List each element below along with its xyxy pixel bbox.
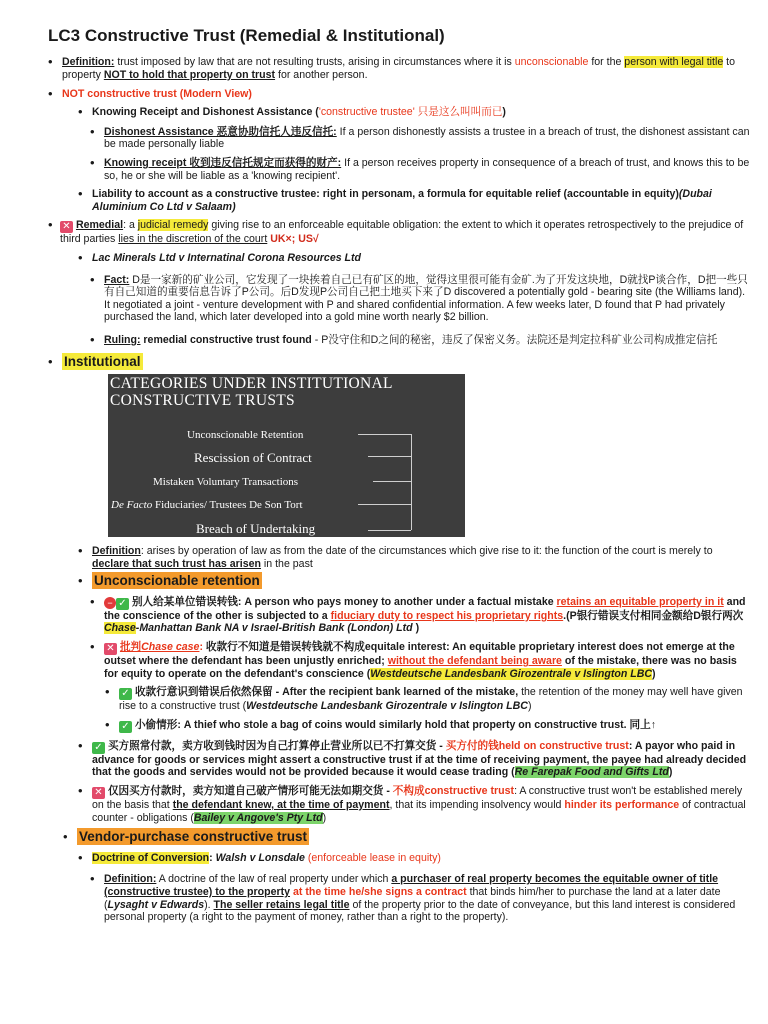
text: the retention of the money may well have given rise to a constructive trust ( [119, 686, 743, 713]
kr-label: Knowing receipt 收到违反信托规定而获得的财产: [104, 156, 342, 169]
connector-line [358, 504, 411, 505]
case-highlight: Chase [104, 622, 136, 635]
highlight-unconscionable: unconscionable [514, 56, 589, 69]
knowing-receipt-sub-item [48, 157, 750, 182]
highlight: 不构成constructive trust [392, 785, 515, 798]
connector-bar [411, 434, 412, 530]
definition-item [48, 56, 750, 81]
case-citation: Westdeutsche Landesbank Girozentrale v Islington LBC [246, 700, 528, 713]
text: giving rise to an enforceable equitable obligation: the extent to which it operates retrospectively to the prejudice of third parties [60, 219, 744, 246]
text: of the mistake, there was no basis for equity to operate on the defendant's conscience ( [104, 655, 737, 680]
text: and the conscience of the other is subjected to a [104, 595, 746, 622]
emphasis-not-hold: NOT to hold that property on trust [103, 68, 276, 81]
doctrine-item [48, 852, 750, 865]
ruling-text: - P没守住和D之间的秘密，违反了保密义务。法院还是判定拉科矿业公司构成推定信托 [311, 333, 718, 346]
text: : [199, 641, 203, 654]
text: ) [502, 106, 506, 119]
underlined-text: a purchaser of real property becomes the equitable owner of title (constructive trustee) to the property [104, 873, 719, 898]
ruling-label: Ruling: [104, 333, 141, 346]
da-label: Dishonest Assistance 恶意协助信托人违反信托: [104, 125, 337, 138]
text: : arises by operation of law as from the date of the circumstances which give rise to it: the function of the court is merely to [140, 545, 713, 558]
kr-heading: Knowing Receipt and Dishonest Assistance ( [92, 106, 319, 119]
ur-payor-item [48, 740, 750, 779]
highlight: without the defendant being aware [387, 655, 562, 668]
text: .(P银行错误支付相同金额给D银行两次 [563, 609, 744, 622]
not-constructive-trust-item [48, 88, 750, 101]
doctrine-note: (enforceable lease in equity) [304, 851, 441, 864]
connector-line [373, 481, 411, 482]
unconscionable-retention-heading-item [48, 575, 750, 589]
kr-heading-note: 'constructive trustee' 只是这么叫叫而已 [318, 106, 503, 119]
text: 仅因买方付款时，卖方知道自己破产情形可能无法如期交货 - [105, 785, 393, 798]
fact-item [48, 274, 750, 324]
text: ) [527, 700, 532, 713]
unconscionable-retention-heading: Unconscionable retention [94, 573, 260, 589]
vp-definition-item [48, 873, 750, 923]
highlight: at the time he/she signs a contract [290, 885, 467, 898]
text: 别人给某单位错误转钱: A person who pays money to another under a factual mistake [129, 595, 557, 608]
diagram-title: CATEGORIES UNDER INSTITUTIONAL CONSTRUCTIVE TRUSTS [110, 375, 393, 410]
definition-label: Definition: [104, 873, 157, 886]
highlight-person: person with legal title [624, 56, 724, 69]
ur-insolvency-item [48, 785, 750, 824]
text: , that its impending insolvency would [389, 799, 565, 812]
liability-text: Liability to account as a constructive trustee: right in personam, a formula for equitable relief (accountable in equity) [92, 188, 679, 201]
connector-line [368, 530, 411, 531]
text: : A constructive trust won't be established merely on the basis that [92, 785, 743, 812]
remedial-item [48, 219, 750, 246]
category-unconscionable-retention: Unconscionable Retention [187, 429, 304, 442]
cross-mark-icon: ✕ [60, 221, 73, 233]
liability-item [48, 188, 750, 213]
case-citation: Re Farepak Food and Gifts Ltd [514, 766, 669, 779]
text: ) [412, 622, 420, 635]
text: 收款行意识到错误后依然保留 - After the recipient bank learned of the mistake, [132, 686, 519, 699]
check-mark-icon: ✓ [116, 598, 129, 610]
case-citation: Lysaght v Edwards [107, 898, 205, 911]
institutional-heading: Institutional [64, 354, 141, 370]
kr-text: If a person receives property in consequence of a breach of trust, and knows this to be so, he or she will be liable as a 'knowing recipient'. [104, 156, 750, 182]
text: 买方照常付款，卖方收到钱时因为自己打算停止营业所以已不打算交货 - [105, 739, 446, 752]
cross-mark-icon: ✕ [92, 787, 105, 799]
category-fiduciaries-text: Fiduciaries/ Trustees De Son Tort [154, 499, 303, 512]
case-citation: Walsh v Lonsdale [215, 851, 305, 864]
doctrine-label: Doctrine of Conversion [92, 851, 210, 864]
institutional-list [48, 545, 750, 924]
text: ) [668, 766, 673, 779]
case-citation: (Dubai Aluminium Co Ltd v Salaam) [92, 188, 712, 213]
text: that binds him/her to purchase the land at a later date ( [104, 885, 721, 911]
dishonest-assistance-item [48, 126, 750, 151]
highlight: hinder its performance [564, 799, 680, 812]
discretion-text: lies in the discretion of the court [118, 233, 268, 246]
highlight: retains an equitable property in it [556, 595, 724, 608]
category-rescission: Rescission of Contract [194, 450, 312, 466]
definition-label: Definition [92, 545, 141, 558]
no-entry-icon: − [104, 597, 116, 609]
institutional-item [48, 356, 750, 370]
check-mark-icon: ✓ [92, 742, 105, 754]
jurisdiction-note: UK×; US√ [270, 233, 319, 246]
declare-text: declare that such trust has arisen [92, 557, 261, 570]
case-citation: Bailey v Angove's Pty Ltd [193, 811, 323, 824]
category-mistaken-transactions: Mistaken Voluntary Transactions [153, 476, 299, 489]
case-citation: Lac Minerals Ltd v Internatinal Corona Resources Ltd [92, 251, 362, 264]
highlight: 买方付的钱held on constructive trust [445, 739, 629, 752]
connector-line [358, 434, 411, 435]
text: for the [588, 56, 625, 69]
text: of the property prior to the date of conveyance, but this land interest is considered personal property (a right to the payment of money, rather than a right to the property). [104, 898, 736, 924]
ur-thief-item [48, 719, 750, 733]
highlight-judicial: judicial remedy [137, 219, 209, 232]
ur-after-learned-item [48, 686, 750, 713]
text: 小偷情形: A thief who stole a bag of coins would similarly hold that property on constructive trust. 同上↑ [132, 718, 657, 731]
ruling-bold: remedial constructive trust found [140, 333, 312, 346]
not-ct-heading: NOT constructive trust (Modern View) [62, 87, 252, 100]
lac-case-item [48, 252, 750, 265]
underlined-text: the defendant knew, at the time of payment [172, 799, 390, 812]
text: : [209, 851, 216, 864]
remedial-label: Remedial [75, 219, 124, 232]
category-fiduciaries [111, 499, 303, 511]
fact-text: D是一家新的矿业公司，它发现了一块挨着自己已有矿区的地，觉得这里很可能有金矿.为了开发这块地，D就找P谈合作，D把一些只有自己知道的重要信息告诉了P公司。后D发现P公司自己把土地买下来了D discovered a potentially gold - bearing site (the Williams land). It negotiated a joint - venture development with P and shared confidential information. A few weeks later, D found that P had privately purchased the land, which later developed into a gold mine worth nearly $2 billion. [104, 273, 748, 324]
check-mark-icon: ✓ [119, 721, 132, 733]
ur-critique-item [48, 641, 750, 680]
case-citation: -Manhattan Bank NA v Israel-British Bank (London) Ltd [135, 622, 413, 635]
page-title: LC3 Constructive Trust (Remedial & Institutional) [48, 26, 445, 45]
cross-mark-icon: ✕ [104, 643, 117, 655]
ruling-item [48, 334, 750, 347]
text: : a [123, 219, 138, 232]
text: in the past [260, 557, 313, 570]
vendor-purchase-heading-item [63, 831, 750, 845]
text: ) [322, 811, 327, 824]
fact-label: Fact: [104, 273, 130, 286]
ur-chase-item [48, 596, 750, 635]
knowing-receipt-item [48, 106, 750, 119]
case-citation: Westdeutsche Landesbank Girozentrale v Islington LBC [370, 667, 653, 680]
text: : A payor who paid in advance for goods or services might assert a constructive trust if at the time of receiving payment, the payee had already decided that the goods and servides would not be provided because it would cease trading ( [92, 739, 747, 779]
text: ) [652, 667, 656, 680]
case-citation: Chase case [141, 641, 200, 654]
definition-label: Definition: [62, 56, 115, 69]
underlined-text: The seller retains legal title [213, 898, 350, 911]
institutional-definition [48, 545, 750, 570]
institutional-categories-diagram [108, 374, 465, 537]
defacto-text: De Facto [111, 499, 153, 512]
highlight: fiduciary duty to respect his proprietary rights [330, 609, 564, 622]
text: for another person. [275, 68, 368, 81]
da-text: If a person dishonestly assists a trustee in a breach of trust, the dishonest assistant can be made personally liable [104, 125, 750, 151]
category-breach: Breach of Undertaking [196, 521, 316, 537]
connector-line [368, 456, 411, 457]
text: 收款行不知道是错误转钱就不构成equitale interest: An equitable proprietary interest does not emerge at the outset where the defendant has been unjustly enriched; [104, 641, 735, 668]
text: A doctrine of the law of real property under which [156, 873, 392, 886]
outline-root [48, 56, 750, 370]
text: of contractual counter - obligations ( [92, 799, 746, 824]
text: trust imposed by law that are not resulting trusts, arising in circumstances where it is [114, 56, 515, 69]
text: ). [204, 898, 214, 911]
check-mark-icon: ✓ [119, 688, 132, 700]
vendor-purchase-heading: Vendor-purchase constructive trust [79, 829, 308, 845]
text: to property [62, 56, 736, 81]
critique-label: 批判 [119, 641, 142, 654]
